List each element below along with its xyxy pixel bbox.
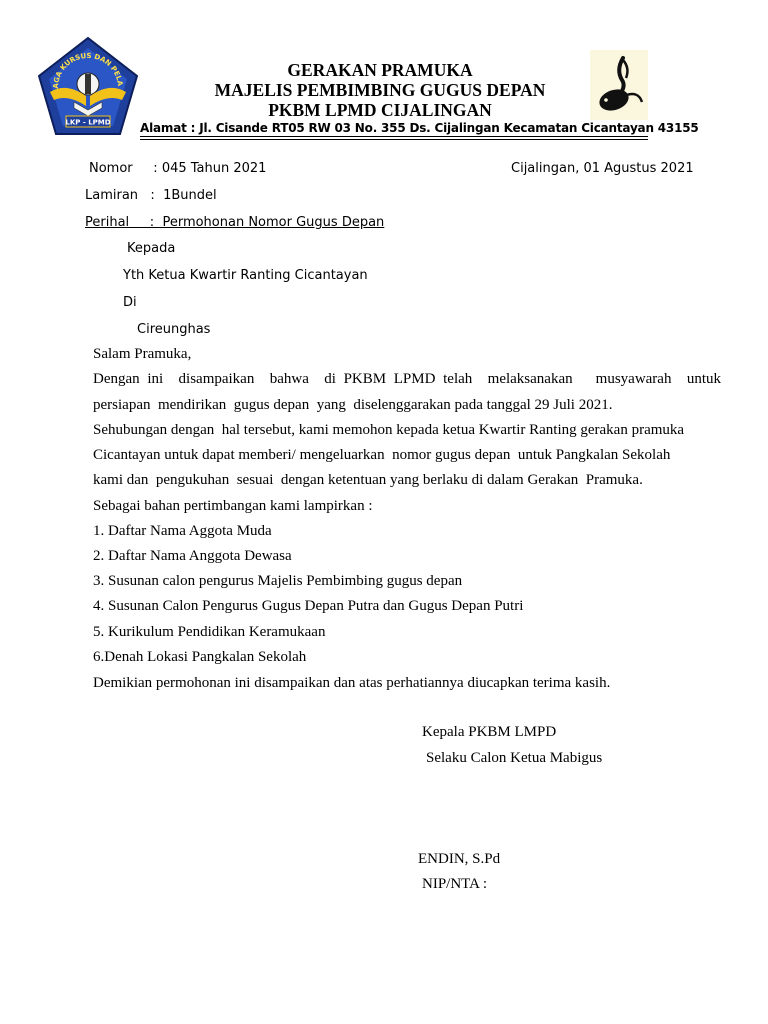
org-line-1: GERAKAN PRAMUKA [287, 60, 473, 80]
signature-title-1: Kepala PKBM LMPD [422, 724, 557, 740]
paragraph-2-line-1: Sehubungan dengan hal tersebut, kami memohon kepada ketua Kwartir Ranting gerakan pramuka [93, 422, 685, 438]
letter-number: Nomor : 045 Tahun 2021 [89, 161, 267, 176]
org-line-2: MAJELIS PEMBIMBING GUGUS DEPAN [214, 80, 546, 100]
list-item: 1. Daftar Nama Aggota Muda [93, 523, 272, 539]
list-item: 6.Denah Lokasi Pangkalan Sekolah [93, 649, 307, 665]
address-line: Alamat : Jl. Cisande RT05 RW 03 No. 355 Ds. Cijalingan Kecamatan Cicantayan 43155 [140, 121, 699, 135]
list-item: 4. Susunan Calon Pengurus Gugus Depan Putra dan Gugus Depan Putri [93, 598, 524, 614]
recipient-title: Yth Ketua Kwartir Ranting Cicantayan [123, 268, 368, 283]
recipient-kepada: Kepada [127, 241, 176, 256]
logo-banner-text: LKP - LPMD [65, 118, 111, 127]
letter-subject [85, 215, 384, 230]
list-item: 3. Susunan calon pengurus Majelis Pembimbing gugus depan [93, 573, 463, 589]
letter-attachment: Lamiran : 1Bundel [85, 188, 217, 203]
closing-sentence: Demikian permohonan ini disampaikan dan atas perhatiannya diucapkan terima kasih. [93, 675, 611, 691]
header-rule-bottom [140, 139, 648, 140]
recipient-di: Di [123, 295, 137, 310]
tunas-kelapa-logo [590, 50, 648, 120]
attachments-intro: Sebagai bahan pertimbangan kami lampirkan : [93, 498, 373, 514]
list-item: 2. Daftar Nama Anggota Dewasa [93, 548, 292, 564]
letter-subject-text: Perihal : Permohonan Nomor Gugus Depan [85, 215, 385, 230]
org-line-3: PKBM LPMD CIJALINGAN [268, 100, 492, 120]
paragraph-1-line-2: persiapan mendirikan gugus depan yang diselenggarakan pada tanggal 29 Juli 2021. [93, 397, 613, 413]
lkp-lpmd-logo [36, 36, 140, 140]
recipient-place: Cireunghas [137, 322, 211, 337]
paragraph-2-line-2: Cicantayan untuk dapat memberi/ mengeluarkan nomor gugus depan untuk Pangkalan Sekolah [93, 447, 671, 463]
paragraph-2-line-3: kami dan pengukuhan sesuai dengan ketentuan yang berlaku di dalam Gerakan Pramuka. [93, 472, 643, 488]
letter-date: Cijalingan, 01 Agustus 2021 [511, 161, 694, 176]
tunas-kelapa-icon [590, 50, 648, 120]
signature-title-2: Selaku Calon Ketua Mabigus [426, 750, 603, 766]
header-rule-top [140, 136, 648, 137]
logo-arc-text: AGA KURSUS DAN PELA [51, 51, 124, 89]
signatory-nip: NIP/NTA : [422, 876, 488, 892]
signatory-name: ENDIN, S.Pd [418, 851, 501, 867]
list-item: 5. Kurikulum Pendidikan Keramukaan [93, 624, 326, 640]
salutation: Salam Pramuka, [93, 346, 192, 362]
paragraph-1-line-1: Dengan ini disampaikan bahwa di PKBM LPMD telah melaksanakan musyawarah untuk [93, 371, 721, 387]
